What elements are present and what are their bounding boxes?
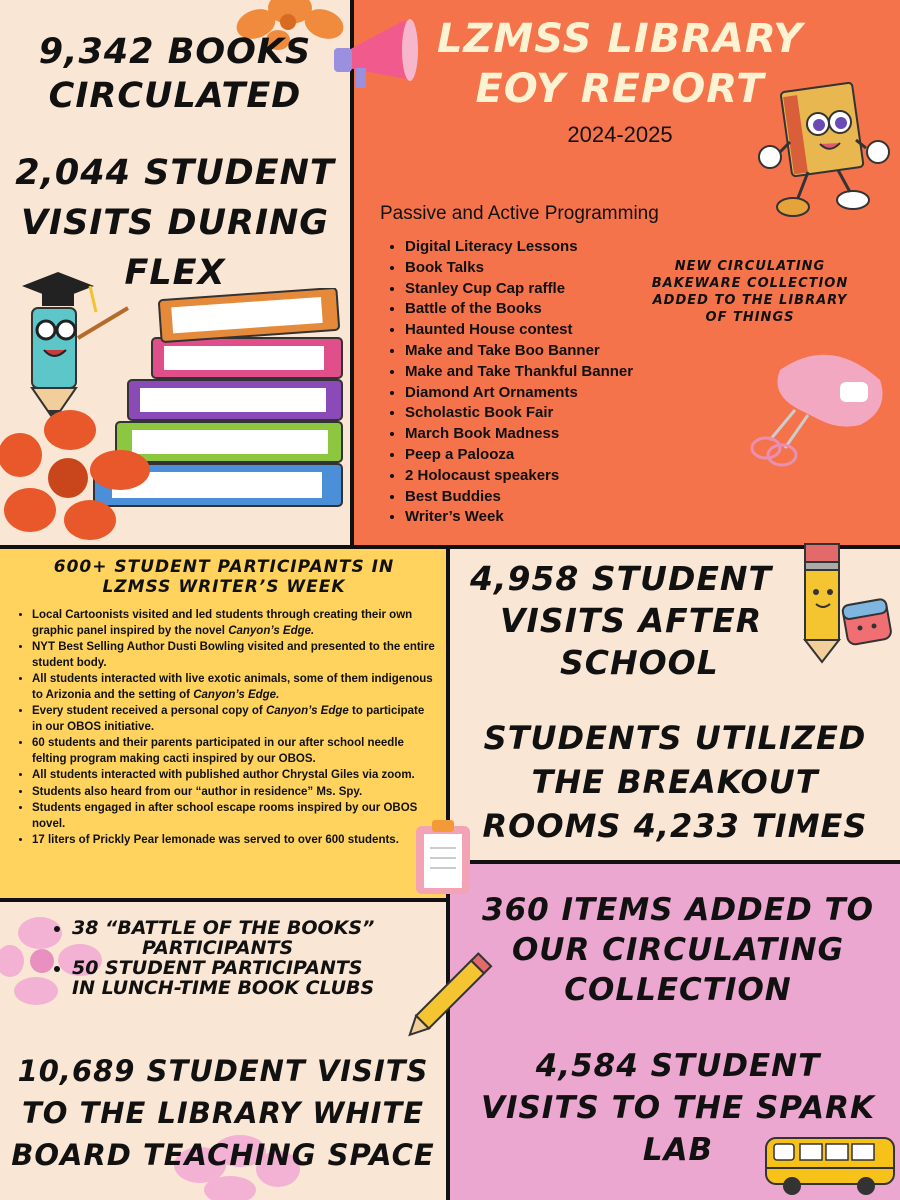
whiteboard-visits: [0, 1050, 446, 1176]
heading-line: LZMSS WRITER’S WEEK: [102, 577, 346, 597]
breakout-rooms: [455, 716, 895, 848]
item-text: All students interacted with published author Chrystal Giles via zoom.: [32, 769, 415, 781]
list-item: [32, 785, 437, 801]
books-label-line: CIRCULATED: [48, 76, 302, 116]
flex-line: VISITS DURING: [20, 203, 330, 243]
mixer-icon: [740, 340, 890, 470]
bakeware-line: ADDED TO THE LIBRARY: [652, 293, 848, 308]
list-item: • Scholastic Book Fair: [405, 403, 633, 424]
item-text: Students engaged in after school escape rooms inspired by our OBOS novel.: [32, 802, 418, 830]
list-item: • Make and Take Boo Banner: [405, 341, 633, 362]
spark-lab-visits: [468, 1045, 888, 1171]
books-circulated: [0, 30, 350, 118]
programming-list: [383, 237, 633, 528]
item-text: NYT Best Selling Author Dusti Bowling visited and presented to the entire student body.: [32, 641, 435, 669]
breakout-line: ROOMS 4,233 TIMES: [482, 807, 868, 845]
divider: [450, 860, 900, 864]
whiteboard-line: BOARD TEACHING SPACE: [11, 1138, 435, 1172]
list-item: • Diamond Art Ornaments: [405, 383, 633, 404]
bakeware-line: OF THINGS: [705, 310, 795, 325]
item-text: 50 STUDENT PARTICIPANTS: [72, 957, 363, 979]
list-item: • Book Talks: [405, 258, 633, 279]
divider: [0, 898, 446, 902]
writers-week-list: [10, 608, 437, 850]
breakout-line: THE BREAKOUT: [531, 763, 819, 801]
list-item: [32, 704, 437, 735]
list-item: [32, 672, 437, 703]
list-item: • March Book Madness: [405, 424, 633, 445]
writers-week-heading: [20, 557, 428, 597]
list-item: [32, 801, 437, 832]
after-school-visits: [470, 558, 790, 684]
spark-line: LAB: [642, 1132, 714, 1168]
bakeware-note: [650, 258, 850, 326]
title-line: EOY REPORT: [475, 66, 765, 112]
list-item: • Best Buddies: [405, 487, 633, 508]
item-text: IN LUNCH-TIME BOOK CLUBS: [72, 977, 375, 999]
item-text: All students interacted with live exotic animals, some of them indigenous to Arizonia and the setting of: [32, 673, 433, 701]
spark-line: VISITS TO THE SPARK: [480, 1090, 876, 1126]
list-item: [32, 736, 437, 767]
book-title: Canyon’s Edge.: [228, 624, 315, 637]
list-item: • Writer’s Week: [405, 507, 633, 528]
list-item: [32, 608, 437, 639]
items-added: [468, 890, 888, 1010]
item-text: 60 students and their parents participated in our after school needle felting program making cacti inspired by our OBOS.: [32, 737, 404, 765]
breakout-line: STUDENTS UTILIZED: [483, 719, 867, 757]
whiteboard-line: TO THE LIBRARY WHITE: [21, 1096, 425, 1130]
whiteboard-line: 10,689 STUDENT VISITS: [17, 1054, 429, 1088]
list-item: • 2 Holocaust speakers: [405, 466, 633, 487]
list-item: • Battle of the Books: [405, 299, 633, 320]
spark-line: 4,584 STUDENT: [535, 1048, 821, 1084]
flex-visits: [0, 148, 350, 298]
title-line: LZMSS LIBRARY: [436, 16, 804, 62]
book-title: Canyon’s Edge: [265, 705, 349, 717]
clubs-list: [50, 918, 452, 998]
list-item: [72, 958, 452, 998]
item-text: Students also heard from our “author in residence” Ms. Spy.: [32, 785, 363, 798]
list-item: [32, 640, 437, 671]
list-item: [32, 768, 437, 784]
after-school-line: 4,958 STUDENT: [470, 559, 773, 598]
heading-line: 600+ STUDENT PARTICIPANTS IN: [53, 557, 395, 577]
after-school-line: SCHOOL: [560, 643, 719, 682]
bakeware-line: NEW CIRCULATING: [674, 259, 826, 274]
item-text: to participate in our OBOS initiative.: [32, 705, 425, 733]
programming-heading: Passive and Active Programming: [380, 203, 659, 224]
list-item: • Stanley Cup Cap raffle: [405, 279, 633, 300]
item-text: 17 liters of Prickly Pear lemonade was served to over 600 students.: [32, 834, 399, 846]
list-item: • Haunted House contest: [405, 320, 633, 341]
item-text: Local Cartoonists visited and led students through creating their own graphic panel inspired by the novel: [32, 609, 413, 637]
list-item: • Peep a Palooza: [405, 445, 633, 466]
after-school-line: VISITS AFTER: [500, 601, 763, 640]
items-line: 360 ITEMS ADDED TO: [482, 892, 874, 928]
pencil-eraser-icon: [790, 540, 900, 665]
items-line: OUR CIRCULATING: [511, 932, 845, 968]
flex-line: FLEX: [124, 253, 226, 293]
items-line: COLLECTION: [564, 972, 792, 1008]
item-text: PARTICIPANTS: [142, 937, 294, 959]
books-count-line: 9,342 BOOKS: [38, 32, 312, 72]
report-year: 2024-2025: [567, 122, 673, 147]
item-text: 38 “BATTLE OF THE BOOKS”: [72, 917, 375, 939]
list-item: • Digital Literacy Lessons: [405, 237, 633, 258]
flex-line: 2,044 STUDENT: [15, 153, 335, 193]
list-item: [32, 833, 437, 849]
item-text: Every student received a personal copy of: [32, 705, 263, 717]
bakeware-line: BAKEWARE COLLECTION: [651, 276, 849, 291]
list-item: • Make and Take Thankful Banner: [405, 362, 633, 383]
flower-icon: [0, 400, 160, 545]
page-title: [410, 14, 830, 114]
divider: [0, 545, 900, 549]
list-item: [72, 918, 452, 958]
book-title: Canyon’s Edge.: [193, 688, 280, 701]
